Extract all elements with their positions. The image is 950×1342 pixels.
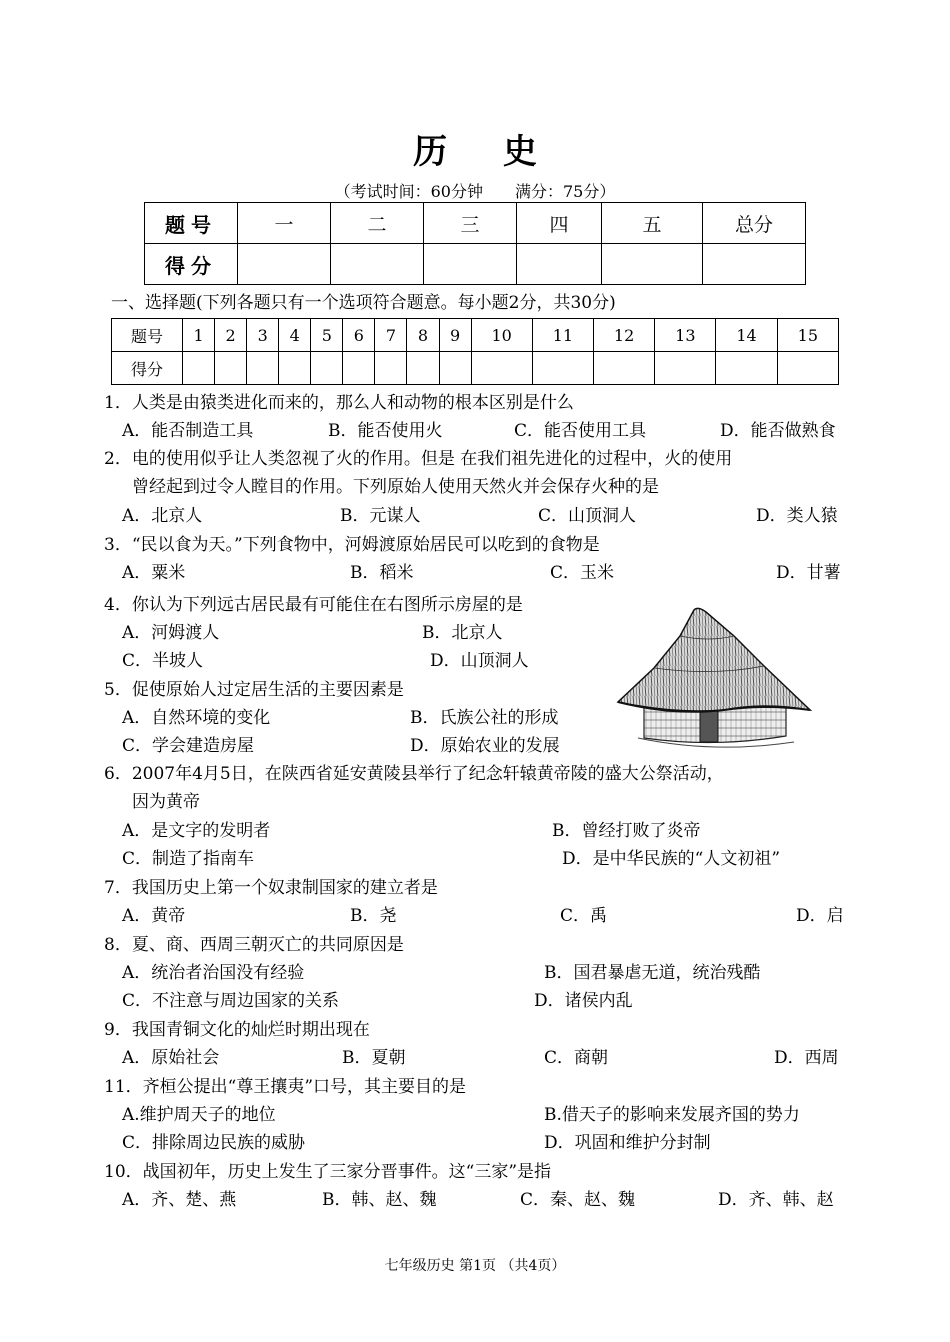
- question-stem: 4．你认为下列远古居民最有可能住在右图所示房屋的是: [104, 595, 523, 615]
- exam-info: （考试时间：60分钟 满分：75分）: [334, 182, 616, 201]
- answer-row-label: 得分: [112, 352, 183, 385]
- answer-table-header-cell: 10: [471, 319, 532, 352]
- question-stem: 3．“民以食为天。”下列食物中，河姆渡原始居民可以吃到的食物是: [104, 535, 600, 555]
- option: D．甘薯: [776, 563, 841, 583]
- option: C．学会建造房屋: [122, 736, 255, 756]
- option: C．排除周边民族的威胁: [122, 1133, 306, 1153]
- option: B．韩、赵、魏: [322, 1190, 437, 1210]
- option: A．黄帝: [122, 906, 186, 926]
- answer-table-header-cell: 13: [655, 319, 716, 352]
- option: D．是中华民族的“人文初祖”: [562, 849, 781, 869]
- answer-cell[interactable]: [777, 352, 838, 385]
- answer-table-header-cell: 5: [311, 319, 343, 352]
- page-title: 历 史: [413, 132, 559, 172]
- option: B.借天子的影响来发展齐国的势力: [544, 1105, 800, 1125]
- option: A．自然环境的变化: [122, 708, 271, 728]
- answer-cell[interactable]: [716, 352, 777, 385]
- option: D．齐、韩、赵: [718, 1190, 834, 1210]
- option: C．商朝: [544, 1048, 609, 1068]
- question-stem: 8．夏、商、西周三朝灭亡的共同原因是: [104, 935, 404, 955]
- option: D．诸侯内乱: [534, 991, 633, 1011]
- question-stem: 7．我国历史上第一个奴隶制国家的建立者是: [104, 878, 438, 898]
- option: B．氏族公社的形成: [410, 708, 559, 728]
- page-footer: 七年级历史 第1页 （共4页）: [384, 1258, 566, 1274]
- question-stem: 11．齐桓公提出“尊王攘夷”口号，其主要目的是: [104, 1077, 467, 1097]
- score-table-header-cell: 三: [424, 203, 517, 244]
- option: C．不注意与周边国家的关系: [122, 991, 340, 1011]
- score-cell[interactable]: [517, 244, 602, 285]
- option: B．曾经打败了炎帝: [552, 821, 701, 841]
- answer-table-header-cell: 12: [594, 319, 655, 352]
- option: B．夏朝: [342, 1048, 406, 1068]
- score-table-header-cell: 题号: [145, 203, 238, 244]
- answer-cell[interactable]: [532, 352, 593, 385]
- answer-cell[interactable]: [594, 352, 655, 385]
- question-stem: 6．2007年4月5日，在陕西省延安黄陵县举行了纪念轩辕黄帝陵的盛大公祭活动，: [104, 764, 724, 784]
- answer-table-header-cell: 9: [439, 319, 471, 352]
- option: D．能否做熟食: [720, 421, 836, 441]
- option: A．河姆渡人: [122, 623, 220, 643]
- option: B．稻米: [350, 563, 414, 583]
- thatched-hut-illustration: [614, 606, 816, 754]
- score-cell[interactable]: [703, 244, 806, 285]
- question-stem: 2．电的使用似乎让人类忽视了火的作用。但是 在我们祖先进化的过程中，火的使用: [104, 449, 733, 469]
- answer-cell[interactable]: [183, 352, 215, 385]
- answer-cell[interactable]: [471, 352, 532, 385]
- answer-table-header-cell: 3: [247, 319, 279, 352]
- question-stem: 5．促使原始人过定居生活的主要因素是: [104, 680, 404, 700]
- answer-table-header-cell: 6: [343, 319, 375, 352]
- option: A．粟米: [122, 563, 186, 583]
- score-row-label: 得分: [145, 244, 238, 285]
- option: C．能否使用工具: [514, 421, 647, 441]
- answer-cell[interactable]: [407, 352, 439, 385]
- score-cell[interactable]: [238, 244, 331, 285]
- score-table-header-row: [145, 203, 806, 244]
- option: A．是文字的发明者: [122, 821, 271, 841]
- section-heading: 一、选择题(下列各题只有一个选项符合题意。每小题2分，共30分): [111, 293, 616, 313]
- answer-table-header-cell: 1: [183, 319, 215, 352]
- option: C．半坡人: [122, 651, 204, 671]
- answer-table-header-cell: 4: [279, 319, 311, 352]
- answer-table-header-cell: 15: [777, 319, 838, 352]
- option: B．能否使用火: [328, 421, 443, 441]
- option: A．齐、楚、燕: [122, 1190, 237, 1210]
- option: C．玉米: [550, 563, 615, 583]
- option: D．类人猿: [756, 506, 838, 526]
- option: B．国君暴虐无道，统治残酷: [544, 963, 761, 983]
- answer-table-header-cell: 8: [407, 319, 439, 352]
- score-cell[interactable]: [424, 244, 517, 285]
- option: A．原始社会: [122, 1048, 220, 1068]
- option: B．尧: [350, 906, 397, 926]
- option: B．元谋人: [340, 506, 421, 526]
- score-table-header-cell: 二: [331, 203, 424, 244]
- score-cell[interactable]: [602, 244, 703, 285]
- option: A．能否制造工具: [122, 421, 254, 441]
- score-table: [144, 202, 806, 285]
- answer-cell[interactable]: [343, 352, 375, 385]
- answer-cell[interactable]: [439, 352, 471, 385]
- question-stem-continued: 因为黄帝: [132, 792, 200, 812]
- answer-cell[interactable]: [311, 352, 343, 385]
- option: B．北京人: [422, 623, 503, 643]
- answer-table-header-cell: 7: [375, 319, 407, 352]
- answer-cell[interactable]: [247, 352, 279, 385]
- answer-table-header-cell: 2: [215, 319, 247, 352]
- option: C．禹: [560, 906, 608, 926]
- option: A．统治者治国没有经验: [122, 963, 305, 983]
- score-cell[interactable]: [331, 244, 424, 285]
- question-stem: 1．人类是由猿类进化而来的，那么人和动物的根本区别是什么: [104, 393, 574, 413]
- option: D．启: [796, 906, 844, 926]
- option: C．秦、赵、魏: [520, 1190, 636, 1210]
- option: D．山顶洞人: [430, 651, 529, 671]
- answer-table-header-cell: 14: [716, 319, 777, 352]
- option: C．制造了指南车: [122, 849, 255, 869]
- answer-cell[interactable]: [655, 352, 716, 385]
- score-table-header-cell: 四: [517, 203, 602, 244]
- option: A．北京人: [122, 506, 203, 526]
- answer-table-header-cell: 11: [532, 319, 593, 352]
- answer-cell[interactable]: [375, 352, 407, 385]
- answer-cell[interactable]: [279, 352, 311, 385]
- answer-cell[interactable]: [215, 352, 247, 385]
- option: D．原始农业的发展: [410, 736, 560, 756]
- question-stem-continued: 曾经起到过令人瞠目的作用。下列原始人使用天然火并会保存火种的是: [132, 477, 659, 497]
- question-stem: 10．战国初年，历史上发生了三家分晋事件。这“三家”是指: [104, 1162, 552, 1182]
- option: A.维护周天子的地位: [122, 1105, 276, 1125]
- score-table-header-cell: 总分: [703, 203, 806, 244]
- option: D．巩固和维护分封制: [544, 1133, 711, 1153]
- answer-table-score-row: [112, 352, 839, 385]
- question-stem: 9．我国青铜文化的灿烂时期出现在: [104, 1020, 370, 1040]
- answer-table-header-cell: 题号: [112, 319, 183, 352]
- answer-table-header-row: [112, 319, 839, 352]
- score-table-header-cell: 一: [238, 203, 331, 244]
- score-table-score-row: [145, 244, 806, 285]
- option: C．山顶洞人: [538, 506, 637, 526]
- option: D．西周: [774, 1048, 839, 1068]
- answer-table: [111, 318, 839, 385]
- score-table-header-cell: 五: [602, 203, 703, 244]
